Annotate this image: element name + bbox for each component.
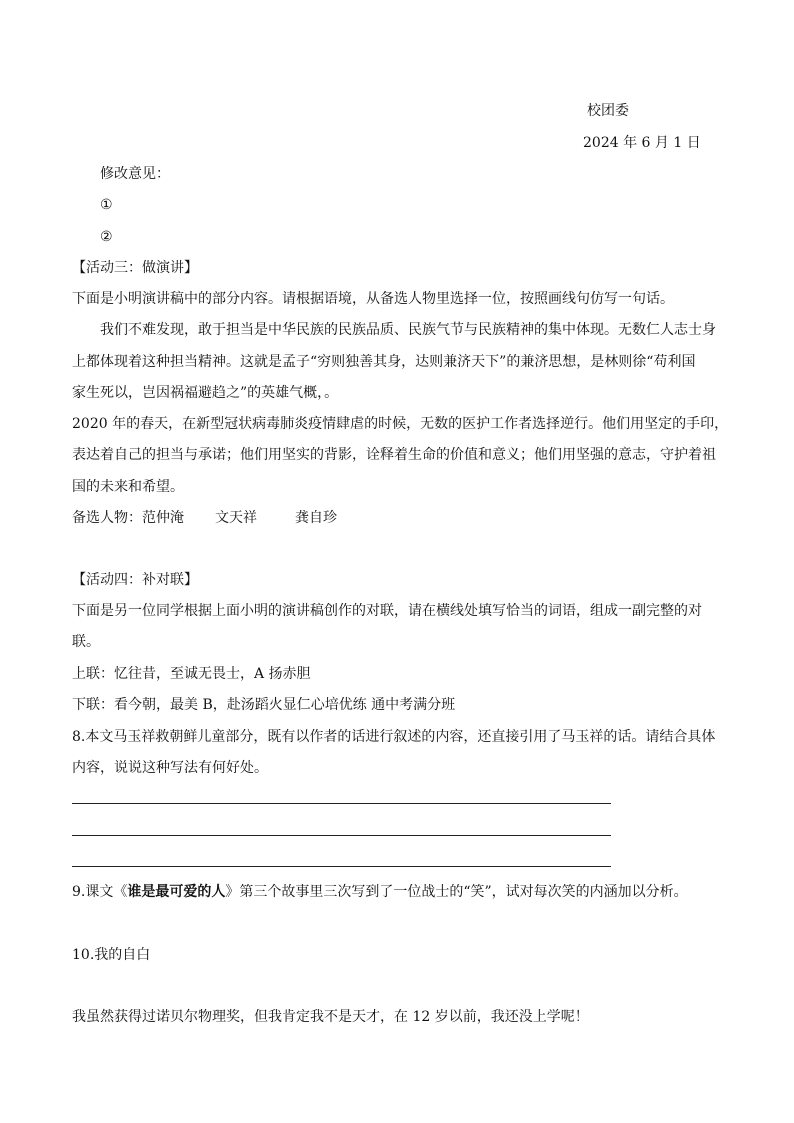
candidates-label: 备选人物：范仲淹 — [72, 510, 184, 526]
candidate-3: 龚自珍 — [295, 510, 337, 526]
answer-line-3 — [72, 866, 611, 867]
speech-para2-line3: 国的未来和希望。 — [72, 479, 184, 495]
question-10-text: 我虽然获得过诺贝尔物理奖，但我肯定我不是天才，在 12 岁以前，我还没上学呢！ — [72, 1009, 589, 1025]
activity4-title: 【活动四：补对联】 — [72, 572, 198, 588]
revision-item-1: ① — [100, 197, 113, 213]
date: 2024 年 6 月 1 日 — [583, 135, 701, 151]
activity3-title: 【活动三：做演讲】 — [72, 260, 198, 276]
speech-para1-line3: 家生死以，岂因祸福避趋之”的英雄气概，。 — [72, 385, 339, 401]
speech-para2-line1: 2020 年的春天，在新型冠状病毒肺炎疫情肆虐的时候，无数的医护工作者选择逆行。他们用坚定的手印， — [72, 416, 729, 432]
activity4-instruction-line1: 下面是另一位同学根据上面小明的演讲稿创作的对联，请在横线处填写恰当的词语，组成一副完整的对 — [72, 603, 702, 619]
speech-para2-line2: 表达着自己的担当与承诺；他们用坚实的背影，诠释着生命的价值和意义；他们用坚强的意志，守护着祖 — [72, 447, 716, 463]
question-9-suffix: 》第三个故事里三次写到了一位战士的“笑”，试对每次笑的内涵加以分析。 — [225, 884, 688, 900]
revision-item-2: ② — [100, 229, 113, 245]
couplet-lower: 下联：看今朝，最美 B，赴汤蹈火显仁心培优练 通中考满分班 — [72, 697, 456, 713]
answer-line-2 — [72, 835, 611, 836]
speech-para1-line1: 我们不难发现，敢于担当是中华民族的民族品质、民族气节与民族精神的集中体现。无数仁人志士身 — [100, 322, 716, 338]
question-10-title: 10.我的自白 — [72, 947, 151, 963]
candidate-2: 文天祥 — [215, 510, 257, 526]
question-8-line2: 内容，说说这种写法有何好处。 — [72, 760, 268, 776]
question-8-line1: 8.本文马玉祥救朝鲜儿童部分，既有以作者的话进行叙述的内容，还直接引用了马玉祥的话。请结合具体 — [72, 729, 716, 745]
signer: 校团委 — [587, 103, 629, 119]
couplet-upper: 上联：忆往昔，至诚无畏士，A 扬赤胆 — [72, 666, 311, 682]
question-9-prefix: 9.课文《 — [72, 884, 128, 900]
speech-para1-line2: 上都体现着这种担当精神。这就是孟子“穷则独善其身，达则兼济天下”的兼济思想，是林则徐“苟利国 — [72, 354, 696, 370]
activity4-instruction-line2: 联。 — [72, 634, 100, 650]
question-9 — [72, 882, 688, 902]
revision-label: 修改意见： — [100, 166, 170, 182]
question-9-title: 谁是最可爱的人 — [127, 884, 226, 900]
activity3-instruction: 下面是小明演讲稿中的部分内容。请根据语境，从备选人物里选择一位，按照画线句仿写一句话。 — [72, 291, 674, 307]
answer-line-1 — [72, 803, 611, 804]
